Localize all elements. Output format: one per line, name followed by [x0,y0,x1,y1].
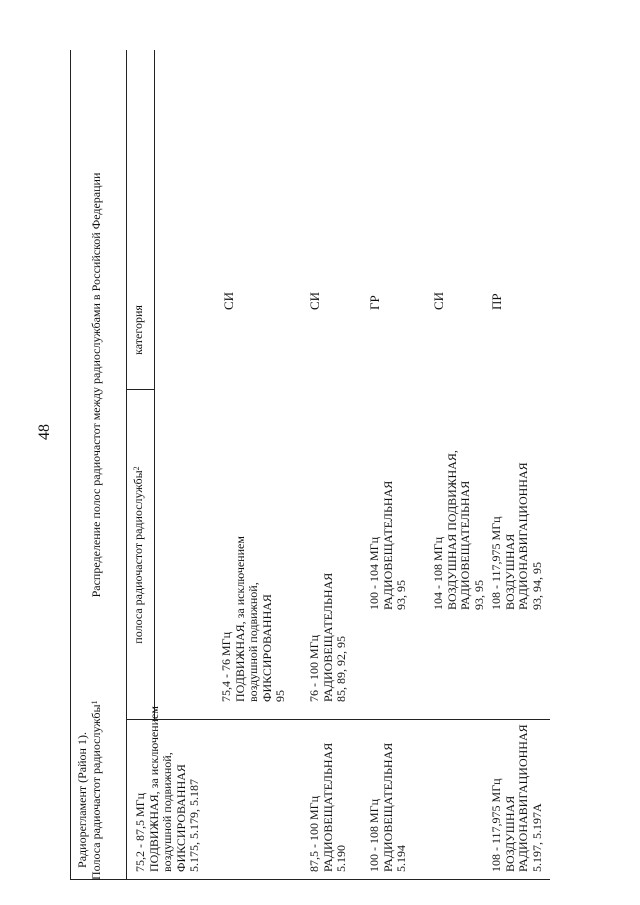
category-cell: СИ [307,291,322,310]
rf-band-cell: 100 - 104 МГц РАДИОВЕЩАТЕЛЬНАЯ 93, 95 [367,480,408,610]
left-header [75,700,103,880]
rr-band-cell: 75,2 - 87,5 МГц ПОДВИЖНАЯ, за исключением воздушной подвижной, ФИКСИРОВАННАЯ 5.175, 5.179, 5.187 [133,706,201,872]
rf-band-cell: 76 - 100 МГц РАДИОВЕЩАТЕЛЬНАЯ 85, 89, 92, 95 [307,572,348,702]
right-header-title: Распределение полос радиочастот между радиослужбами в Российской Федерации [89,172,103,598]
rr-band-cell: 108 - 117,975 МГц ВОЗДУШНАЯ РАДИОНАВИГАЦИОННАЯ 5.197, 5.197А [489,724,544,872]
category-cell: ПР [489,293,504,310]
band-subheader: полоса радиочастот радиослужбы$^2$ [131,466,145,644]
table-top-rule [70,879,550,880]
frequency-allocation-table [70,50,550,880]
category-cell: СИ [221,291,236,310]
rf-band-cell: 104 - 108 МГц ВОЗДУШНАЯ ПОДВИЖНАЯ, РАДИОВЕЩАТЕЛЬНАЯ 93, 95 [431,450,486,610]
rf-band-cell: 75,4 - 76 МГц ПОДВИЖНАЯ, за исключением воздушной подвижной, ФИКСИРОВАННАЯ 95 [219,536,287,702]
page-number: 48 [36,424,53,440]
rf-band-cell: 108 - 117,975 МГц ВОЗДУШНАЯ РАДИОНАВИГАЦИОННАЯ 93, 94, 95 [489,462,544,610]
column-divider [126,50,127,880]
category-subheader: категория [131,305,145,355]
rr-band-cell: 100 - 108 МГц РАДИОВЕЩАТЕЛЬНАЯ 5.194 [367,742,408,872]
category-cell: ГР [367,295,382,310]
left-header-line2: Полоса радиочастот радиослужбы$^1$ [88,700,103,880]
left-header-line1: Радиорегламент (Район 1). [75,732,89,868]
category-cell: СИ [431,291,446,310]
rr-band-cell: 87,5 - 100 МГц РАДИОВЕЩАТЕЛЬНАЯ 5.190 [307,742,348,872]
right-subheader-bottom [154,50,155,720]
header-divider-left [70,50,71,880]
